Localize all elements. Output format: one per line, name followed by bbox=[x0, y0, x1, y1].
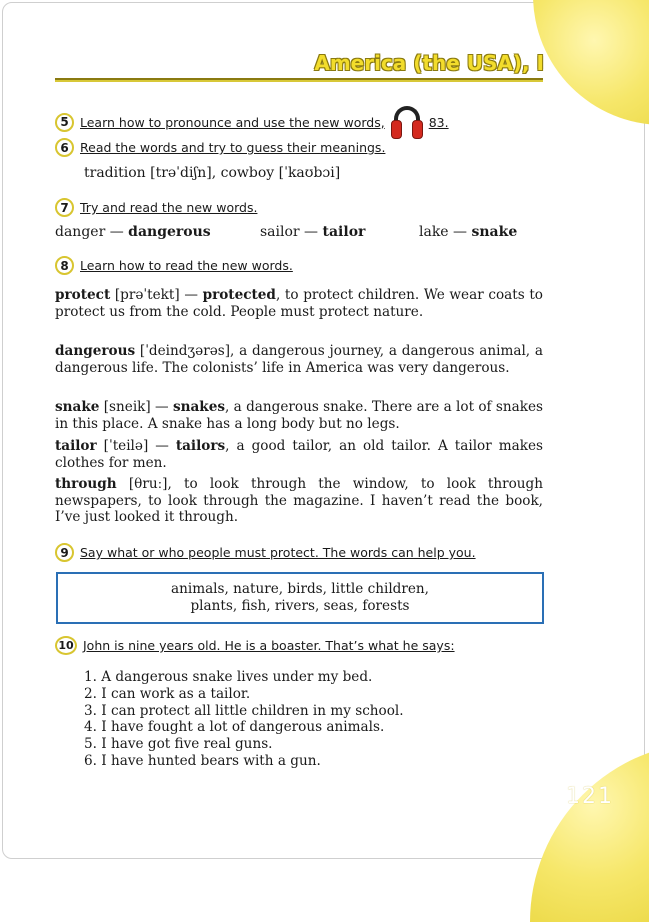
numbered-list bbox=[84, 669, 404, 770]
vocab-entry-protect: protect [prəˈtekt] — protected, to protect children. We wear coats to protect us from the cold. People must protect nature. bbox=[55, 287, 543, 320]
list-item: 3. I can protect all little children in my school. bbox=[84, 702, 404, 719]
list-item: 1. A dangerous snake lives under my bed. bbox=[84, 669, 373, 685]
list-item: 4. I have fought a lot of dangerous animals. bbox=[84, 719, 385, 736]
exercise-instruction: Say what or who people must protect. The words can help you. bbox=[80, 545, 476, 560]
exercise-10 bbox=[55, 636, 455, 655]
word-pair: danger — dangerous bbox=[55, 224, 211, 240]
vocabulary-line: tradition [trəˈdiʃn], cowboy [ˈkaʊbɔi] bbox=[84, 165, 341, 181]
vocab-entry-dangerous: dangerous [ˈdeindʒərəs], a dangerous journey, a dangerous animal, a dangerous life. The colonists’ life in America was very dangerous. bbox=[55, 343, 543, 376]
exercise-7 bbox=[55, 198, 257, 217]
exercise-number: 6 bbox=[55, 138, 74, 157]
exercise-5 bbox=[55, 106, 449, 138]
exercise-number: 10 bbox=[55, 636, 77, 655]
audio-page-reference: 83. bbox=[428, 114, 449, 130]
word-box-line: animals, nature, birds, little children, bbox=[170, 581, 430, 597]
headphones-icon[interactable] bbox=[391, 106, 423, 138]
exercise-instruction: Read the words and try to guess their meanings. bbox=[80, 140, 386, 155]
header-rule bbox=[55, 78, 543, 82]
exercise-number: 9 bbox=[55, 543, 74, 562]
exercise-number: 5 bbox=[55, 113, 74, 132]
exercise-instruction: Learn how to pronounce and use the new words, bbox=[80, 114, 385, 130]
list-item: 5. I have got five real guns. bbox=[84, 736, 273, 753]
exercise-number: 7 bbox=[55, 198, 74, 217]
word-pair: sailor — tailor bbox=[260, 224, 366, 240]
exercise-8 bbox=[55, 256, 293, 275]
exercise-9 bbox=[55, 543, 476, 562]
vocab-entry-snake: snake [sneik] — snakes, a dangerous snake. There are a lot of snakes in this place. A snake has a long body but no legs. bbox=[55, 399, 543, 432]
exercise-instruction: John is nine years old. He is a boaster. That’s what he says: bbox=[83, 638, 455, 653]
exercise-instruction: Learn how to read the new words. bbox=[80, 258, 293, 273]
page-number: 121 bbox=[566, 784, 614, 809]
vocab-entry-tailor: tailor [ˈteilə] — tailors, a good tailor, an old tailor. A tailor makes clothes for men. bbox=[55, 438, 543, 471]
exercise-instruction: Try and read the new words. bbox=[80, 200, 258, 215]
exercise-6 bbox=[55, 138, 385, 157]
list-item: 2. I can work as a tailor. bbox=[84, 685, 251, 702]
page-title: America (the USA), I bbox=[314, 51, 544, 75]
vocab-entry-through: through [θruː], to look through the window, to look through newspapers, to look through the magazine. I haven’t read the book, I’ve just looked it through. bbox=[55, 476, 543, 525]
exercise-number: 8 bbox=[55, 256, 74, 275]
word-box bbox=[56, 572, 544, 624]
word-box-line: plants, fish, rivers, seas, forests bbox=[190, 598, 410, 614]
word-pair: lake — snake bbox=[419, 224, 518, 240]
list-item: 6. I have hunted bears with a gun. bbox=[84, 752, 321, 769]
